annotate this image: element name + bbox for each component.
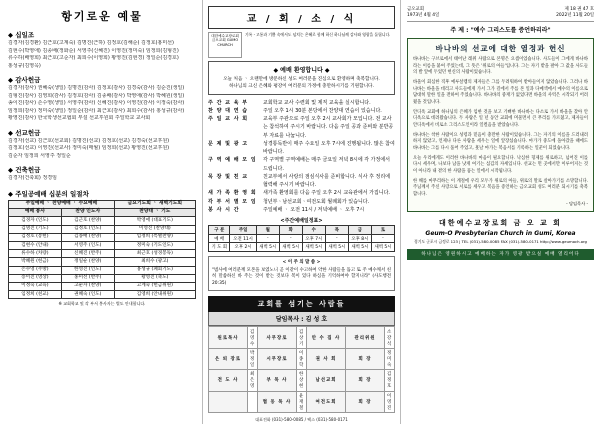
cell-key: 전 도 사 [209,370,248,391]
article-paragraph: 바울이 회심한 직후 예루살렘의 제자들은 그를 두려워하여 받아들이지 않았습니다. 그러나 바나바는 바울을 데리고 사도들에게 가서 그가 길에서 주를 본 일과 다메섹에서 예수의 이름으로 담대히 말한 일을 전하여 주었습니다. 바나바의 중재가 없었다면 바울의 사역은 시작되기 어려웠을 것입니다. [413,79,588,105]
table-row [9,291,196,299]
cell: 소 강 석 [385,327,395,348]
table-row [209,243,395,252]
cell-key: 남선교회 [307,370,346,391]
cell: 김 상 기 [297,327,307,348]
cell: 김근호 (찬양) [61,217,114,225]
cell: 새벽 5시 [302,243,325,252]
cell: 이 종 학 [297,348,307,369]
cell: 권혜숙 (인도) [61,291,114,299]
cell: - [256,234,279,243]
cell: - [279,234,302,243]
announcement-item [208,198,395,206]
offering-line: 김경자(건축회) 정경임 [8,175,57,181]
offering-line: 김경자(감사) 권혜숙(생일) 김명진(감사) 김정호(감사) 김경숙(감사) 김순진(생일) [8,85,185,91]
cell: 김정호 (인도) [61,225,114,233]
announcement-label: 새 가 족 환 영 회 [208,190,257,197]
col-header: 구 분 [209,226,230,235]
offering-line: 송이진(감사) 손수영(생일) 서영주(감사) 신혜진(감사) 이영진(감사) 이정숙(감사) [8,100,185,106]
cell: 신혜진 (반주) [61,250,114,258]
cell: 새벽 5시 [256,243,279,252]
offering-line: 김경자(선교) 김근호(선교회) 김명진(선교) 김정호(선교) 김경숙(선교후원) [8,137,170,144]
weekly-table-title: <주간예배일정표> [280,218,323,225]
offering-line: 김형진(감사) 김영희(감사) 김정호(감사) 김종배(감사) 박영애(감사) 박혜원(생일) [8,92,185,99]
cover-header-right [556,6,594,18]
issue-number: 제 18 권 47 호 [564,7,594,12]
cell: 오전 11시 [230,234,256,243]
col-header: 월 [256,226,279,235]
cell-key: 회 장 [346,391,385,412]
article-paragraph: 한 해를 마무리하는 이 계절에 우리 모두가 위로의 아들, 위로의 딸로 살아가기를 소망합니다. 주님께서 주신 사랑으로 서로를 세우고 복음을 증언하는 금오교회 성도 여러분 되시기를 축복합니다. [413,178,588,197]
cell-key: 시무장로 [258,348,297,369]
article-paragraph: 오늘 우리에게도 이러한 바나바의 마음이 필요합니다. 낙심한 형제를 위로하고, 넘어진 이를 다시 세우며, 나보다 남을 낫게 여기는 섬김의 자세입니다. 선교는 먼 곳에서만 이루어지는 것이 아니라 내 곁의 한 사람을 품는 일에서 시작됩니다. [413,155,588,174]
article-paragraph: 바나바는 구브로에서 태어난 레위 사람으로 본명은 요셉이었습니다. 사도들이 그에게 바나바라는 이름을 붙여 주었는데, 그 뜻은 '위로의 아들'입니다. 그는 자기 밭을 팔아 그 값을 사도들의 발 앞에 두었던 헌신의 사람이었습니다. [413,57,588,76]
group-header: 주일예배 ㆍ 찬양예배 ㆍ 수요예배 [9,200,115,208]
cell: 예 배 [209,234,230,243]
col-header: 금 [348,226,371,235]
section-heading: ◆ 건축헌금 [8,166,41,174]
col-header: 수 [302,226,325,235]
founding-date: 1973년 4월 4일 [407,13,440,18]
col-header: 찬양대 ㆍ 기도 [114,208,195,216]
duty-table [8,200,196,300]
cell: 김종배 (찬양) [61,233,114,241]
section-body [8,138,196,161]
announcement-value: 새가족 환영회를 다음 주일 오후 2시 교육관에서 가집니다. [263,190,390,197]
cell: 박영애 (대표기도) [114,217,195,225]
announcement-value: 각 구역별 구역예배는 매주 금요일 저녁 8시에 각 가정에서 드립니다. [263,157,390,172]
cell: 류수하 (차량) [9,250,62,258]
article-paragraph: 안디옥 교회에 하나님의 은혜가 임한 것을 보고 기뻐한 바나바는 다소로 가서 바울을 찾아 안디옥으로 데려왔습니다. 두 사람은 일 년 동안 교회에 머물면서 큰 무리를 가르쳤고, 제자들이 안디옥에서 비로소 그리스도인이라 일컬음을 받았습니다. [413,109,588,128]
weekly-schedule-table [208,225,395,252]
section-body [8,40,196,70]
cover-header [407,6,594,18]
offering-line: 김순자 임정희 서영주 정일순 [8,152,71,159]
cell: 임정희 (친교) [9,291,62,299]
staff-table [208,326,395,413]
cell-key: 안 수 집 사 [307,327,346,348]
table-row [9,282,196,290]
cell: 홍성규 (폐회기도) [114,266,195,274]
cell-key: 권 사 회 [307,348,346,369]
column-news [202,0,400,424]
cell: 김영희 (안내위원) [114,291,195,299]
announcement-label: 주 일 교 사 회 [208,116,249,123]
cell-key: 회 장 [346,370,385,391]
announcement-label: 문 제 및 광 고 [208,140,249,147]
cell: 한영진 (인도) [61,266,114,274]
cover-header-left [407,6,439,18]
weekly-verse-heading: < 이 주 의 말 씀 > [282,259,321,265]
announcement-label: 찬 양 대 연 습 [208,107,249,114]
cover-green-bar: 하나님은 영원하시고 예배하는 자가 영광 받으실 예배 열리어다 [407,249,594,260]
cell: 새벽 5시 [279,243,302,252]
cell: 임정희 (특별찬양) [114,233,195,241]
cell: 기 도 회 [209,243,230,252]
table-row [209,327,395,348]
col-header: 주일 [230,226,256,235]
service-time-label: 봉 사 시 간 [208,206,240,213]
cell: 김명진 (기도) [9,225,62,233]
table-row [9,225,196,233]
cell-key: 은 퇴 장로 [209,348,248,369]
table-row [209,391,395,412]
cell: 김 정 호 [385,370,395,391]
announcement-value: 주일 오후 1시 30분 본당에서 찬양대 연습이 있습니다. [263,107,382,114]
offering-line: 홍성규(김영옥) [8,62,41,69]
offering-line: 김경자(김경환) 김근호(고계숙) 김명진(근하) 김정호(김해순) 김정호(홍미선) [8,40,174,46]
welcome-line: 오늘 처음 ㆍ 오랜만에 방문하신 성도 여러분을 진심으로 환영하며 축복합니다. [223,77,380,82]
table-row [9,258,196,266]
cell: 한 상 현 [297,370,307,391]
cell: 오후 8시 [348,234,371,243]
table-row [9,233,196,241]
cell: - [371,234,394,243]
announcement-item [208,140,395,157]
announcement-label: 구 역 예 배 모 임 [208,157,257,164]
announcement-item [208,99,395,107]
service-time-value: 주일예배 ㆍ 오전 11시 / 저녁예배 ㆍ 오후 7시 [263,206,365,213]
announcement-value: 교육부 주관으로 주일 오후 2시 교사회가 모입니다. 전 교사는 참석하여 주시기 바랍니다. 다음 주일 공과 준비와 분반공부 자료를 나눕니다. [263,116,394,139]
cell: 최희수 (광고) [114,258,195,266]
cell-key: 협 동 목 사 [258,391,297,412]
cell-key: 원로목사 [209,327,248,348]
section-heading: ◆ 십일조 [8,31,35,39]
section-body [8,175,196,183]
welcome-title: ◆ 예배 환영합니다 ◆ [273,67,330,74]
cell: 새벽 5시 [348,243,371,252]
duty-table-footnote: ※ 교회학교 및 각 부서 봉사자는 별도 안내합니다. [58,301,146,307]
article-title: 바나바의 선교에 대한 열정과 헌신 [435,44,566,53]
cell: 정 미 숙 [385,348,395,369]
column-offerings [0,0,202,424]
cell: 송이진 (영상) [9,274,62,282]
cell: 김 영 수 [248,327,258,348]
announcement-item [208,173,395,190]
table-row [209,234,395,243]
article-body [413,57,588,198]
table-row [9,217,196,225]
announcement-value: 성경통독반이 매주 수요일 오후 7시에 진행됩니다. 많은 참여 바랍니다. [263,140,395,156]
col-header: 화 [279,226,302,235]
table-row [209,370,395,391]
top-note: 기록ㆍ고통과 기쁨 속에서도 넘치는 은혜로 함께 하신 하나님께 감사와 영광을 돌립니다. [245,32,391,37]
announcement-item [208,107,395,115]
announcement-item [208,156,395,173]
cell: 고순자 (찬양) [61,282,114,290]
cell: 서영주 (인도) [61,242,114,250]
weekly-verse-text: "범사에 여러분께 모본을 보였노니 곧 이같이 수고하여 약한 사람들을 돕고 또 주 예수께서 친히 말씀하신 바 주는 것이 받는 것보다 복이 있다 하심을 기억하여야 할지니라" (사도행전 20:35) [212,267,391,286]
church-name-en: Geum-O Presbyterian Church in Gumi, Korea [425,230,576,238]
announcement-value: 교회학교 교사 수련회 및 제직 교육을 실시합니다. [263,99,371,106]
announcement-list [208,99,395,215]
cell: 황영진 (축도) [114,274,195,282]
announcement-value: 친교부에서 사랑의 점심식사를 준비합니다. 식사 후 정리에 협력해 주시기 바랍니다. [263,173,391,189]
article-paragraph: 바나바는 착한 사람이요 성령과 믿음이 충만한 사람이었습니다. 그는 자기의 이름을 드러내려 하지 않았고, 언제나 다른 사람을 세우는 일에 앞장섰습니다. 마가가 중도에 돌아갔을 때에도 바나바는 그를 다시 품어 주었고, 훗날 마가는 복음서를 기록하는 일꾼이 되었습니다. [413,132,588,151]
cell-key: 관리위원 [346,327,385,348]
offering-line: 임정희(감사) 정미숙(생일) 정일순(감사) 최근호(감사) 최희수(감사) 홍성규(감사) [8,107,185,114]
section-heading: ◆ 감사헌금 [8,76,41,84]
issue-date: 2022년 11월 20일 [556,13,594,18]
table-row [9,266,196,274]
table-row [9,242,196,250]
cell: 고계숙 (헌금위원) [114,282,195,290]
cell: 홍미선 (반주) [61,274,114,282]
divider [407,21,594,22]
welcome-line: 하나님의 크신 은혜와 평강이 여러분의 가정에 충만하시기를 기원합니다. [229,84,374,90]
col-header: 목 [325,226,348,235]
staff-bar: 교회를 섬기는 사람들 [208,296,395,312]
offering-section [8,128,196,161]
table-row [209,348,395,369]
cell: 최근호 (성경봉독) [114,250,195,258]
table-row [9,274,196,282]
announcement-item [208,189,395,197]
col-header: 찬양 인도자 [61,208,114,216]
cell: 김경자 (인도) [9,217,62,225]
cell: 최 은 영 [248,370,258,391]
welcome-box [208,61,395,95]
offering-section [8,75,196,123]
column1-title: 항기로운 예물 [61,10,143,23]
cell: 정일순 (찬양) [61,258,114,266]
church-name-small: 금오교회 [407,7,424,12]
col-header: 토 [371,226,394,235]
announcement-label: 목 장 및 친 교 [208,173,249,180]
offering-line: 김현수(박영애) 김종배(정화순) 서영주(신혜진) 이영진(정미숙) 임정희(김형진) [8,47,179,54]
cell: 이영진 (찬양대) [114,225,195,233]
cover-article [407,38,594,212]
announcement-item [208,115,395,140]
cell: 김현수 (안내) [9,242,62,250]
table-row [9,250,196,258]
cell: 박 정 일 [248,348,258,369]
cover-theme: 주 제 : "예수 그리스도를 증언하리라" [450,27,551,34]
duty-table-title: ◆ 주일공예배 십분의 일절차 [8,189,89,198]
offering-line: 황영진(감사) 한국학생선교협회 부설 선교후원회 주일학교 교사회 [8,115,151,121]
cell: 이 영 진 [385,391,395,412]
offering-section [8,30,196,70]
announcement-label: 각 부 서 별 모 임 [208,198,257,205]
column-cover [400,0,600,424]
cell: 박혜원 (헌금) [9,258,62,266]
cell-key [209,391,248,412]
offering-section [8,165,196,183]
church-address: 경기도 군포시 금정로 123 | TEL (031)-580-0085 FAX (031)-580-0171 http://www.geumoch.org [414,239,587,245]
cell: 새벽 5시 [325,243,348,252]
church-name-kr: 대한예수교장로회 금 오 교 회 [439,219,562,228]
offering-line: 류수하(배영희) 최근호(고순자) 최희수(이영희) 황영진(김현경) 정일순(김경호) [8,55,179,61]
cell-key: 회 장 [346,348,385,369]
news-top [208,32,395,58]
news-banner: 교 / 회 / 소 / 식 [208,6,395,29]
cell [248,391,258,412]
cell: 손수영 (주방) [9,266,62,274]
cover-footer [407,218,594,244]
announcement-value: 청년부ㆍ남선교회ㆍ여전도회 월례회가 있습니다. [263,198,370,205]
cell-key: 부 목 사 [258,370,297,391]
senior-pastor: 담임목사 : 김 성 호 [208,312,395,326]
section-heading: ◆ 선교헌금 [8,128,41,137]
cell-key: 여전도회 [307,391,346,412]
cell: 윤 재 철 [297,391,307,412]
group-header: 금요기도회 ㆍ 새벽기도회 [114,200,195,208]
cell: - [325,234,348,243]
cell: 김정호 (봉헌) [9,233,62,241]
service-time-row [208,206,395,214]
offering-line: 김정호(선교) 이영진(선교사) 정미숙(매월) 임정희(선교) 황영진(선교후원) [8,145,170,151]
contact-footer: 대표전화 (031)-580-0085 / 팩스 (031)-580-0171 [255,416,348,422]
church-logo: 대한예수교장로회 금오교회 GUMO CHURCH [208,32,242,58]
cell: 이정숙 (교육) [9,282,62,290]
cell: 정미숙 (기도인도) [114,242,195,250]
cell-key: 사무장로 [258,327,297,348]
col-header: 예배 봉사 [9,208,62,216]
cell: 오후 2시 [230,243,256,252]
cell: 새벽 5시 [371,243,394,252]
announcement-label: 주 간 교 육 부 [208,99,249,106]
cell: 오후 7시 [302,234,325,243]
section-body [8,85,196,123]
weekly-verse-box [208,256,395,291]
article-signature: - 담임목사 - [566,201,588,207]
